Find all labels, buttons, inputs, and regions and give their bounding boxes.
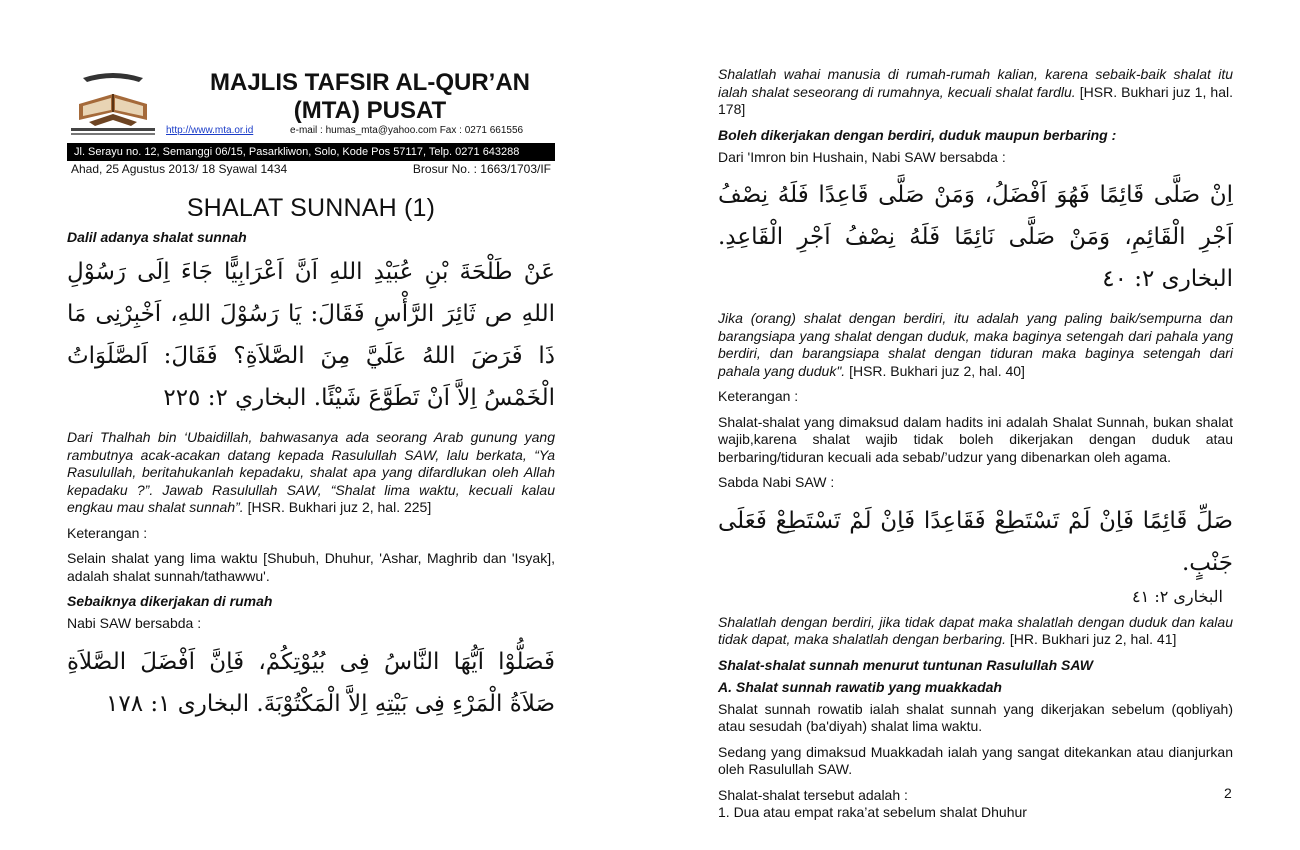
arabic-hadith: فَصَلُّوْا اَيُّهَا النَّاسُ فِى بُيُوْتِكُمْ، فَاِنَّ اَفْضَلَ الصَّلاَةِ صَلاَةُ الْمَرْءِ فِى بَيْتِهِ اِلاَّ الْمَكْتُوْبَةَ. البخارى ١: ١٧٨ [67, 648, 555, 717]
page-title: SHALAT SUNNAH (1) [186, 194, 436, 222]
subsection-heading: A. Shalat sunnah rawatib yang muakkadah [718, 678, 1002, 695]
translation-text: Shalatlah wahai manusia di rumah-rumah kalian, karena sebaik-baik shalat itu ialah shalat seseorang di rumahnya, kecuali shalat fardlu. [718, 66, 1233, 100]
hadith-reference: [HSR. Bukhari juz 2, hal. 40] [845, 362, 1025, 379]
arabic-hadith: اِنْ صَلَّى قَائِمًا فَهُوَ اَفْضَلُ، وَمَنْ صَلَّى قَاعِدًا فَلَهُ نِصْفُ اَجْرِ الْقَائِمِ، وَمَنْ صَلَّى نَائِمًا فَلَهُ نِصْفُ اَجْرِ الْقَاعِدِ. البخارى ٢: ٤٠ [718, 182, 1233, 292]
section-heading: Shalat-shalat sunnah menurut tuntunan Rasulullah SAW [718, 656, 1093, 673]
brochure-number: Brosur No. : 1663/1703/IF [412, 162, 551, 176]
list-item: 1. Dua atau empat raka’at sebelum shalat Dhuhur [718, 804, 1027, 820]
intro-line: Dari 'Imron bin Hushain, Nabi SAW bersabda : [718, 148, 1006, 165]
masthead [67, 66, 555, 176]
body-paragraph: Sedang yang dimaksud Muakkadah ialah yang sangat ditekankan atau dianjurkan oleh Rasulullah SAW. [718, 743, 1233, 777]
page-number: 2 [1224, 785, 1232, 801]
section-heading: Sebaiknya dikerjakan di rumah [67, 593, 273, 609]
translation-text: Shalatlah dengan berdiri, jika tidak dapat maka shalatlah dengan duduk dan kalau tidak dapat, maka shalatlah dengan berbaring. [718, 613, 1233, 647]
contact-line [166, 125, 523, 136]
translation-paragraph [67, 429, 555, 517]
note-paragraph: Selain shalat yang lima waktu [Shubuh, Dhuhur, 'Ashar, Maghrib dan 'Isyak], adalah shalat sunnah/tathawwu'. [67, 550, 555, 584]
translation-text: Jika (orang) shalat dengan berdiri, itu adalah yang paling baik/sempurna dan barangsiapa yang shalat dengan duduk, maka baginya setengah dari pahala yang berdiri, dan barangsiapa shalat dengan tiduran maka baginya setengah dari pahala yang duduk". [718, 310, 1233, 379]
website-link[interactable]: http://www.mta.or.id [166, 125, 254, 136]
note-label: Keterangan : [718, 388, 799, 404]
hadith-reference: [HR. Bukhari juz 2, hal. 41] [1005, 631, 1177, 647]
arabic-hadith: صَلِّ قَائِمًا فَاِنْ لَمْ تَسْتَطِعْ فَقَاعِدًا فَاِنْ لَمْ تَسْتَطِعْ فَعَلَى جَنْبٍ. [718, 507, 1233, 576]
translation-paragraph [718, 614, 1233, 649]
intro-line: Sabda Nabi SAW : [718, 474, 835, 490]
section-heading: Dalil adanya shalat sunnah [67, 229, 247, 245]
org-title-line1: MAJLIS TAFSIR AL-QUR’AN [210, 69, 530, 96]
translation-paragraph [718, 66, 1233, 119]
translation-paragraph [718, 310, 1233, 380]
organization-title [185, 69, 555, 125]
hadith-reference: [HSR. Bukhari juz 1, hal. 178] [718, 83, 1234, 117]
mta-logo-quran-icon [69, 68, 157, 138]
address-bar: Jl. Serayu no. 12, Semanggi 06/15, Pasarkliwon, Solo, Kode Pos 57117, Telp. 0271 643288 [67, 143, 555, 161]
note-label: Keterangan : [67, 524, 148, 541]
email-text: e-mail : humas_mta@yahoo.com [290, 125, 437, 136]
arabic-source-reference: البخارى ٢: ٤١ [1132, 586, 1223, 606]
translation-text: Dari Thalhah bin ‘Ubaidillah, bahwasanya ada seorang Arab gunung yang rambutnya acak-acakan datang kepada Rasulullah SAW, lalu berkata, “Ya Rasulullah, beritahukanlah kepadaku, shalat apa yang difardlukan oleh Allah kepadaku ?”. Jawab Rasulullah SAW, “Shalat lima waktu, kecuali kalau engkau mau shalat sunnah”. [67, 429, 555, 515]
hadith-reference: [HSR. Bukhari juz 2, hal. 225] [243, 499, 432, 515]
right-column [718, 66, 1233, 830]
body-paragraph: Shalat sunnah rowatib ialah shalat sunnah yang dikerjakan sebelum (qobliyah) atau sesudah (ba'diyah) shalat lima waktu. [718, 700, 1233, 734]
org-title-line2: (MTA) PUSAT [293, 97, 447, 124]
left-column [67, 66, 555, 735]
date-line [71, 162, 551, 176]
issue-date: Ahad, 25 Agustus 2013/ 18 Syawal 1434 [71, 162, 288, 176]
note-paragraph: Shalat-shalat yang dimaksud dalam hadits ini adalah Shalat Sunnah, bukan shalat wajib,karena shalat wajib tidak boleh dikerjakan dengan duduk atau berbaring/tiduran kecuali ada sebab/’udzur yang dibenarkan oleh agama. [718, 413, 1233, 465]
list-intro: Shalat-shalat tersebut adalah : [718, 786, 908, 803]
section-heading: Boleh dikerjakan dengan berdiri, duduk maupun berbaring : [718, 126, 1117, 143]
fax-text: Fax : 0271 661556 [439, 125, 524, 136]
intro-line: Nabi SAW bersabda : [67, 615, 202, 631]
arabic-hadith: عَنْ طَلْحَةَ بْنِ عُبَيْدِ اللهِ اَنَّ اَعْرَابِيًّا جَاءَ اِلَى رَسُوْلِ اللهِ ص ثَائِرَ الرَّأْسِ فَقَالَ: يَا رَسُوْلَ اللهِ، اَخْبِرْنِى مَا ذَا فَرَضَ اللهُ عَلَيَّ مِنَ الصَّلاَةِ؟ فَقَالَ: اَلصَّلَوَاتُ الْخَمْسُ اِلاَّ اَنْ تَطَوَّعَ شَيْئًا. البخاري ٢: ٢٢٥ [67, 259, 555, 411]
